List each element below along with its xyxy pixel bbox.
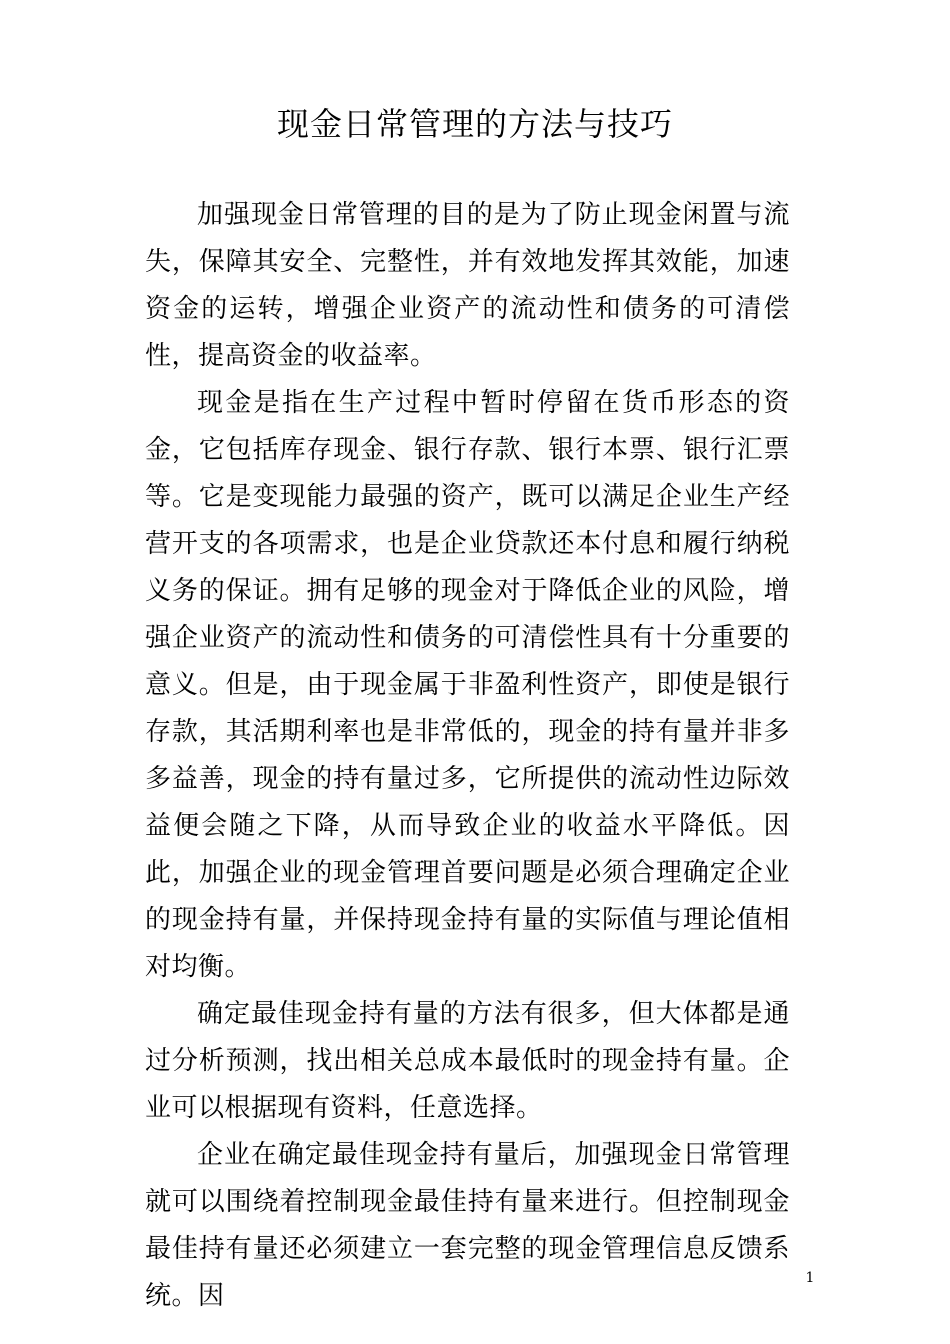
document-body [145, 192, 790, 1320]
paragraph-1: 加强现金日常管理的目的是为了防止现金闲置与流失，保障其安全、完整性，并有效地发挥其效能，加速资金的运转，增强企业资产的流动性和债务的可清偿性，提高资金的收益率。 [145, 200, 790, 371]
paragraph-3: 确定最佳现金持有量的方法有很多，但大体都是通过分析预测，找出相关总成本最低时的现金持有量。企业可以根据现有资料，任意选择。 [145, 999, 790, 1123]
document-title: 现金日常管理的方法与技巧 [276, 105, 673, 143]
paragraph-4: 企业在确定最佳现金持有量后，加强现金日常管理就可以围绕着控制现金最佳持有量来进行。但控制现金最佳持有量还必须建立一套完整的现金管理信息反馈系统。因 [145, 1140, 790, 1311]
page-number: 1 [805, 1270, 815, 1286]
paragraph-2: 现金是指在生产过程中暂时停留在货币形态的资金，它包括库存现金、银行存款、银行本票、银行汇票等。它是变现能力最强的资产，既可以满足企业生产经营开支的各项需求，也是企业贷款还本付息和履行纳税义务的保证。拥有足够的现金对于降低企业的风险，增强企业资产的流动性和债务的可清偿性具有十分重要的意义。但是，由于现金属于非盈利性资产，即使是银行存款，其活期利率也是非常低的，现金的持有量并非多多益善，现金的持有量过多，它所提供的流动性边际效益便会随之下降，从而导致企业的收益水平降低。因此，加强企业的现金管理首要问题是必须合理确定企业的现金持有量，并保持现金持有量的实际值与理论值相对均衡。 [145, 388, 790, 982]
